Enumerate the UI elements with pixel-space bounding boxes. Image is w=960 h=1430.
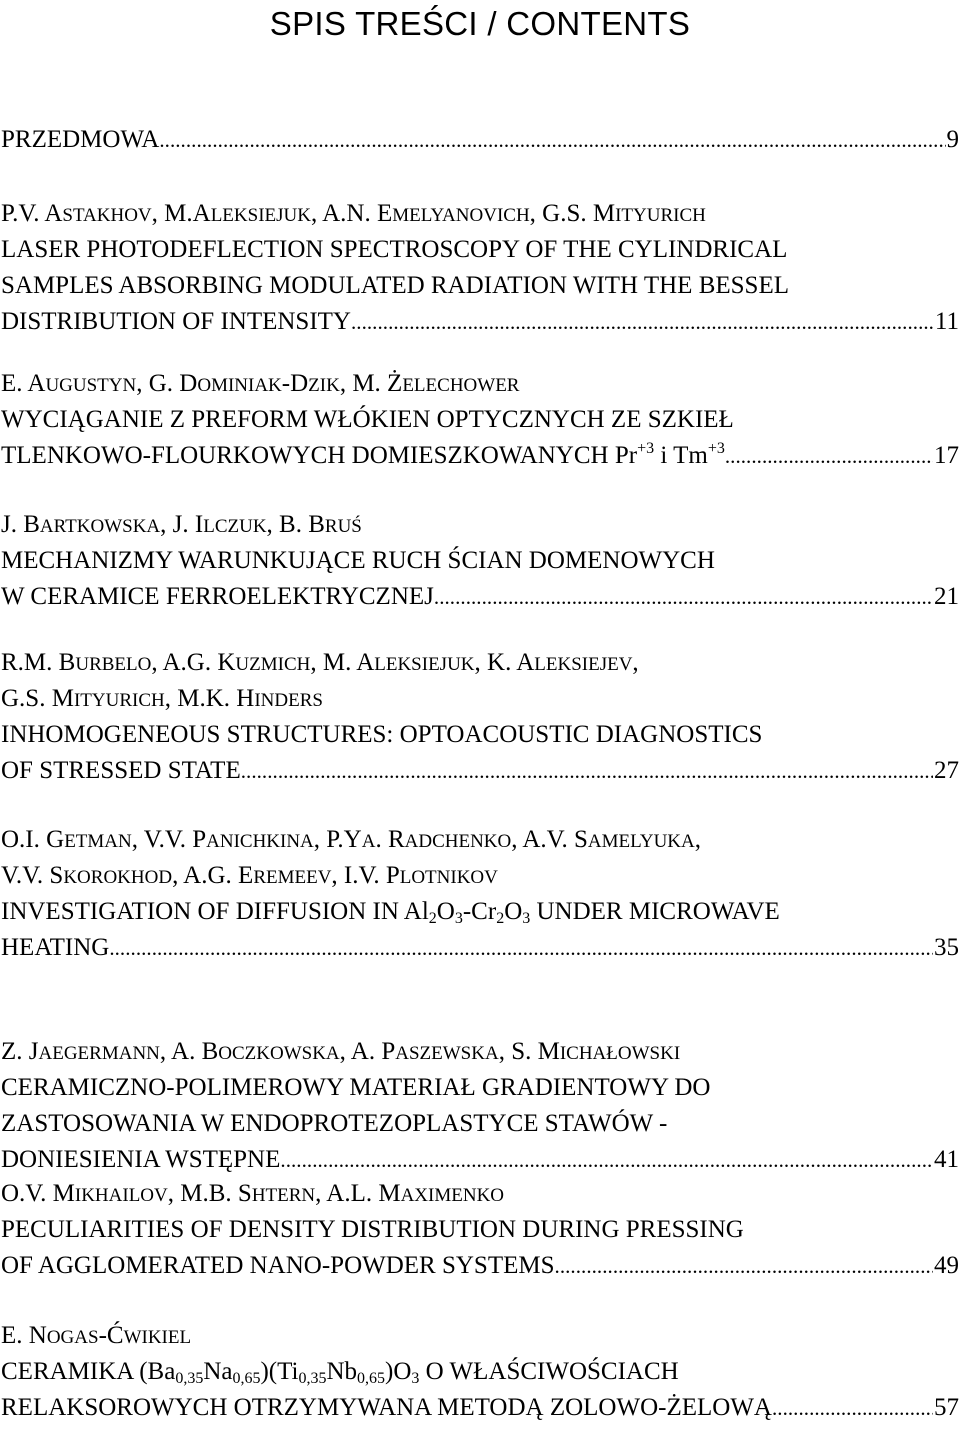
toc-entry: [1, 507, 959, 615]
toc-entry-title-text: HEATING: [1, 934, 110, 961]
toc-entry-title: SAMPLES ABSORBING MODULATED RADIATION WITH THE BESSEL: [1, 272, 790, 299]
toc-entry-page-number: 27: [934, 757, 959, 784]
toc-entry-page-number: 17: [934, 442, 959, 469]
dot-leader: [772, 1390, 933, 1426]
toc-entry-title: [1, 1390, 959, 1426]
toc-entry: [1, 122, 959, 158]
toc-entry: [1, 1034, 959, 1178]
toc-entry-authors: P.V. ASTAKHOV, M.ALEKSIEJUK, A.N. EMELYANOVICH, G.S. MITYURICH: [1, 200, 706, 227]
dot-leader: [280, 1142, 933, 1178]
toc-entry: [1, 1318, 959, 1426]
toc-entry-title: [1, 579, 959, 615]
toc-entry-authors: E. NOGAS-ĆWIKIEL: [1, 1322, 192, 1349]
toc-entry-title: [1, 438, 959, 474]
toc-entry-title-text: OF AGGLOMERATED NANO-POWDER SYSTEMS: [1, 1252, 555, 1279]
toc-entry-title-text: RELAKSOROWYCH OTRZYMYWANA METODĄ ZOLOWO-ŻELOWĄ: [1, 1394, 772, 1421]
toc-entry-authors: E. AUGUSTYN, G. DOMINIAK-DZIK, M. ŻELECHOWER: [1, 370, 520, 397]
dot-leader: [109, 930, 933, 966]
toc-entry-title-text: DONIESIENIA WSTĘPNE: [1, 1146, 281, 1173]
toc-entry-page-number: 21: [934, 583, 959, 610]
toc-entry-title: [1, 1142, 959, 1178]
toc-entry-authors: R.M. BURBELO, A.G. KUZMICH, M. ALEKSIEJUK, K. ALEKSIEJEV,: [1, 649, 639, 676]
toc-entry-title-text: W CERAMICE FERROELEKTRYCZNEJ: [1, 583, 434, 610]
dot-leader: [725, 438, 933, 474]
toc-entry: [1, 1176, 959, 1284]
toc-entry-title: WYCIĄGANIE Z PREFORM WŁÓKIEN OPTYCZNYCH ZE SZKIEŁ: [1, 406, 734, 433]
toc-entry-page-number: 57: [934, 1394, 959, 1421]
toc-entry-authors: Z. JAEGERMANN, A. BOCZKOWSKA, A. PASZEWSKA, S. MICHAŁOWSKI: [1, 1038, 681, 1065]
dot-leader: [555, 1248, 933, 1284]
toc-entry-title: INHOMOGENEOUS STRUCTURES: OPTOACOUSTIC DIAGNOSTICS: [1, 721, 763, 748]
toc-entry-authors: O.V. MIKHAILOV, M.B. SHTERN, A.L. MAXIMENKO: [1, 1180, 505, 1207]
toc-entry-page-number: 49: [934, 1252, 959, 1279]
toc-entry: [1, 196, 959, 340]
toc-entry-title: [1, 122, 959, 158]
toc-entry-title: ZASTOSOWANIA W ENDOPROTEZOPLASTYCE STAWÓW -: [1, 1110, 668, 1137]
toc-entry-title: CERAMICZNO-POLIMEROWY MATERIAŁ GRADIENTOWY DO: [1, 1074, 711, 1101]
toc-entry-title: INVESTIGATION OF DIFFUSION IN $Al_2O_3-Cr_2O_3$ UNDER MICROWAVE: [1, 898, 780, 927]
toc-entry-authors: O.I. GETMAN, V.V. PANICHKINA, P.YA. RADCHENKO, A.V. SAMELYUKA,: [1, 826, 701, 853]
toc-entry-title: PECULIARITIES OF DENSITY DISTRIBUTION DURING PRESSING: [1, 1216, 744, 1243]
toc-entry-authors: V.V. SKOROKHOD, A.G. EREMEEV, I.V. PLOTNIKOV: [1, 862, 498, 889]
dot-leader: [434, 579, 933, 615]
toc-entry-title: [1, 1248, 959, 1284]
dot-leader: [159, 122, 945, 158]
toc-entry-title: LASER PHOTODEFLECTION SPECTROSCOPY OF THE CYLINDRICAL: [1, 236, 788, 263]
toc-entry-title: MECHANIZMY WARUNKUJĄCE RUCH ŚCIAN DOMENOWYCH: [1, 547, 715, 574]
toc-entry-authors: J. BARTKOWSKA, J. ILCZUK, B. BRUŚ: [1, 511, 362, 538]
toc-entry-page-number: 41: [934, 1146, 959, 1173]
toc-entry-title-text: OF STRESSED STATE: [1, 757, 241, 784]
toc-entry: [1, 366, 959, 474]
toc-entry-title-text: DISTRIBUTION OF INTENSITY: [1, 308, 351, 335]
toc-entry-title-text: PRZEDMOWA: [1, 126, 160, 153]
toc-entry-page-number: 35: [934, 934, 959, 961]
dot-leader: [351, 304, 934, 340]
toc-entry-page-number: 11: [934, 308, 959, 335]
toc-entry-title: CERAMIKA $(Ba_{0,35}Na_{0,65})(Ti_{0,35}Nb_{0,65})O_3$ O WŁAŚCIWOŚCIACH: [1, 1358, 679, 1387]
toc-entry-page-number: 9: [946, 126, 959, 153]
dot-leader: [241, 753, 933, 789]
toc-entry-title: [1, 930, 959, 966]
toc-entry-title-text: TLENKOWO-FLOURKOWYCH DOMIESZKOWANYCH $Pr^{+3}$ i $Tm^{+3}$: [1, 440, 725, 469]
toc-entry: [1, 822, 959, 966]
toc-entry: [1, 645, 959, 789]
toc-entry-title: [1, 753, 959, 789]
page-title: SPIS TREŚCI / CONTENTS: [269, 5, 691, 42]
toc-entry-title: [1, 304, 959, 340]
toc-entry-authors: G.S. MITYURICH, M.K. HINDERS: [1, 685, 323, 712]
